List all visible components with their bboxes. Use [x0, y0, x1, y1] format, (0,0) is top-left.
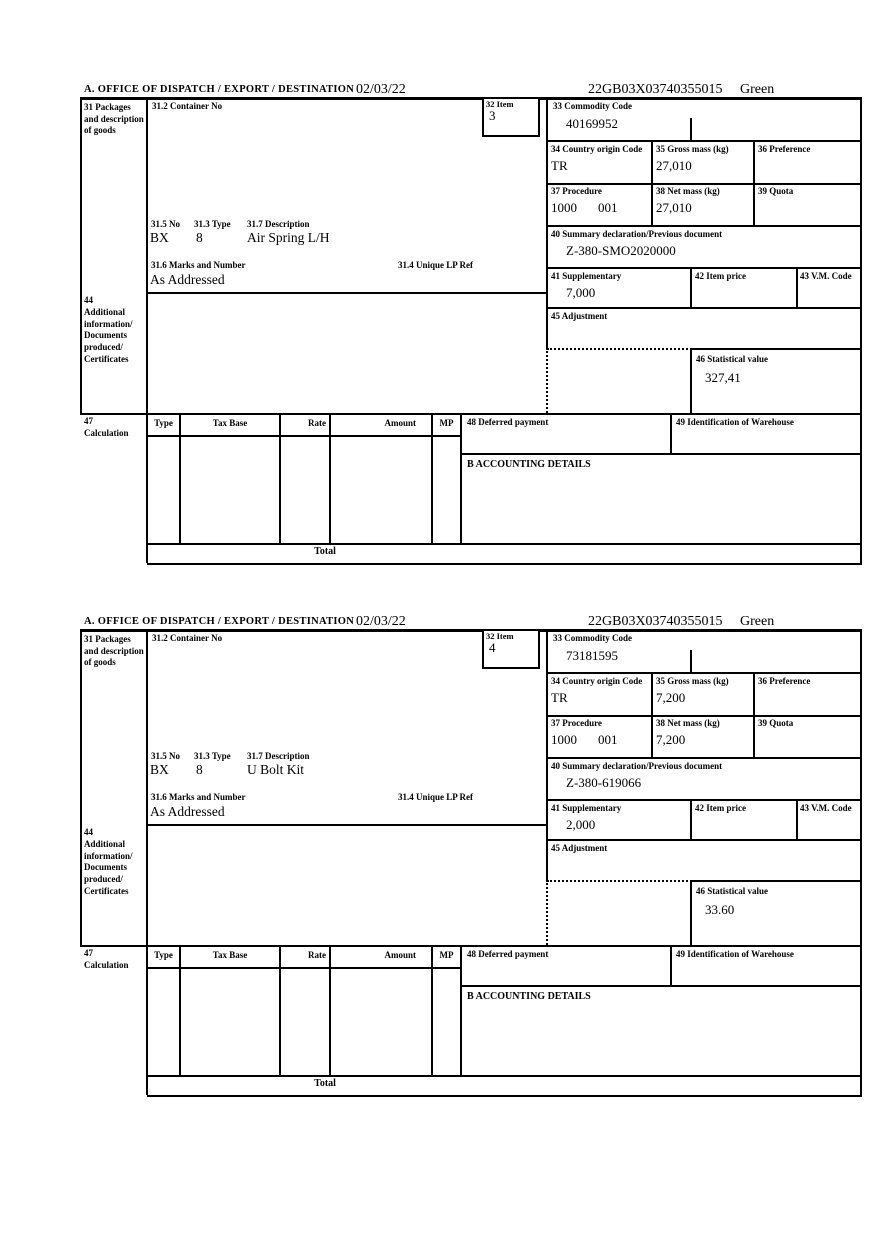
accounting-details-label: B ACCOUNTING DETAILS: [467, 991, 591, 1002]
deferred-payment-label: 48 Deferred payment: [467, 417, 549, 427]
commodity-code-subdivision-tick: [690, 650, 692, 672]
type-column-divider: [179, 413, 181, 543]
commodity-code-label: 33 Commodity Code: [553, 101, 632, 111]
amount-column-divider: [431, 945, 433, 1075]
total-label: Total: [314, 546, 336, 557]
accounting-top-border: [462, 985, 860, 987]
net-mass-value: 7,200: [656, 732, 686, 747]
column-header-tax-base: Tax Base: [212, 950, 248, 960]
marks-and-number-value: As Addressed: [150, 804, 225, 819]
item-price-label: 42 Item price: [695, 271, 746, 281]
supplementary-label: 41 Supplementary: [551, 803, 622, 813]
box48-49-divider: [670, 413, 672, 453]
commodity-code-label: 33 Commodity Code: [553, 633, 632, 643]
commodity-code-subdivision-tick: [690, 118, 692, 140]
box34-35-divider: [651, 140, 653, 225]
box34-35-divider: [651, 672, 653, 757]
form-left-border: [80, 97, 82, 413]
marks-and-number-value: As Addressed: [150, 272, 225, 287]
statistical-value: 327,41: [705, 370, 741, 385]
packages-no-label: 31.5 No: [151, 219, 180, 229]
amount-column-divider: [431, 413, 433, 543]
center-column-divider: [546, 629, 548, 880]
warehouse-id-label: 49 Identification of Warehouse: [676, 949, 794, 959]
taxbase-column-divider: [279, 945, 281, 1075]
box35-36-divider: [753, 140, 755, 225]
dotted-column-divider: [546, 880, 548, 945]
previous-document-label: 40 Summary declaration/Previous document: [551, 761, 723, 771]
declaration-item-section: [0, 82, 882, 582]
column-header-type: Type: [154, 950, 173, 960]
label-column-divider: [146, 629, 148, 1095]
packages-no-value: BX: [150, 230, 169, 245]
procedure-value: 1000: [551, 732, 577, 747]
type-column-divider: [179, 945, 181, 1075]
box37-row-bottom-border: [547, 757, 860, 759]
box46-left-border: [690, 348, 692, 413]
warehouse-id-label: 49 Identification of Warehouse: [676, 417, 794, 427]
label-column-divider: [146, 97, 148, 563]
packages-type-value: 8: [196, 230, 203, 245]
item-price-label: 42 Item price: [695, 803, 746, 813]
preference-label: 36 Preference: [758, 676, 811, 686]
box42-43-divider: [796, 267, 798, 307]
gross-mass-label: 35 Gross mass (kg): [656, 676, 729, 686]
total-row-top-border: [147, 1075, 862, 1077]
box47-label: Calculation: [84, 428, 129, 438]
box46-top-border: [691, 348, 860, 350]
form-right-border: [860, 629, 862, 1095]
container-box-bottom-border: [147, 824, 547, 826]
packages-type-label: 31.3 Type: [194, 751, 231, 761]
procedure-suffix-value: 001: [598, 732, 618, 747]
previous-document-value: Z-380-SMO2020000: [566, 243, 676, 258]
calculation-row-top-border: [80, 945, 862, 947]
total-row-bottom-border: [147, 563, 862, 565]
dotted-adjustment-border: [547, 880, 692, 882]
quota-label: 39 Quota: [758, 186, 794, 196]
box33-bottom-border: [547, 140, 860, 142]
total-row-top-border: [147, 543, 862, 545]
item-label: 32 Item: [486, 99, 514, 109]
form-top-border: [80, 629, 862, 632]
box42-43-divider: [796, 799, 798, 839]
calculation-header-bottom-border: [147, 435, 461, 437]
rate-column-divider: [329, 945, 331, 1075]
box44-number-label: 44: [84, 295, 93, 305]
total-label: Total: [314, 1078, 336, 1089]
calculation-header-bottom-border: [147, 967, 461, 969]
column-header-type: Type: [154, 418, 173, 428]
quota-label: 39 Quota: [758, 718, 794, 728]
previous-document-label: 40 Summary declaration/Previous document: [551, 229, 723, 239]
net-mass-label: 38 Net mass (kg): [656, 186, 720, 196]
adjustment-label: 45 Adjustment: [551, 311, 608, 321]
box33-bottom-border: [547, 672, 860, 674]
procedure-label: 37 Procedure: [551, 718, 602, 728]
procedure-label: 37 Procedure: [551, 186, 602, 196]
column-header-rate: Rate: [308, 950, 326, 960]
packages-type-label: 31.3 Type: [194, 219, 231, 229]
commodity-code-value: 73181595: [566, 648, 618, 663]
total-row-bottom-border: [147, 1095, 862, 1097]
commodity-code-value: 40169952: [566, 116, 618, 131]
mp-column-divider: [460, 945, 462, 1075]
declaration-date: 02/03/22: [356, 82, 406, 97]
taxbase-column-divider: [279, 413, 281, 543]
form-top-border: [80, 97, 862, 100]
column-header-mp: MP: [439, 950, 454, 960]
statistical-value-label: 46 Statistical value: [696, 886, 768, 896]
item-number-value: 3: [489, 108, 496, 123]
mp-column-divider: [460, 413, 462, 543]
box41-42-divider: [690, 267, 692, 307]
box44-number-label: 44: [84, 827, 93, 837]
adjustment-label: 45 Adjustment: [551, 843, 608, 853]
box47-label: Calculation: [84, 960, 129, 970]
box37-row-bottom-border: [547, 225, 860, 227]
procedure-suffix-value: 001: [598, 200, 618, 215]
container-no-label: 31.2 Container No: [152, 633, 223, 643]
box41-row-bottom-border: [547, 307, 860, 309]
column-header-tax-base: Tax Base: [212, 418, 248, 428]
box47-number-label: 47: [84, 416, 93, 426]
item-label: 32 Item: [486, 631, 514, 641]
packages-no-value: BX: [150, 762, 169, 777]
box46-top-border: [691, 880, 860, 882]
box44-label: Additional information/ Documents produced/ Certificates: [84, 307, 133, 364]
gross-mass-value: 7,200: [656, 690, 686, 705]
box31-label: 31 Packages and description of goods: [84, 102, 144, 136]
routing-status: Green: [740, 82, 775, 97]
dotted-column-divider: [546, 348, 548, 413]
column-header-mp: MP: [439, 418, 454, 428]
vm-code-label: 43 V.M. Code: [800, 271, 852, 281]
marks-and-number-label: 31.6 Marks and Number: [151, 260, 246, 270]
box48-49-divider: [670, 945, 672, 985]
country-origin-value: TR: [551, 158, 568, 173]
box40-bottom-border: [547, 267, 860, 269]
box47-number-label: 47: [84, 948, 93, 958]
country-origin-label: 34 Country origin Code: [551, 144, 643, 154]
box46-left-border: [690, 880, 692, 945]
gross-mass-label: 35 Gross mass (kg): [656, 144, 729, 154]
box44-label: Additional information/ Documents produced/ Certificates: [84, 839, 133, 896]
container-box-bottom-border: [147, 292, 547, 294]
box34-row-bottom-border: [547, 183, 860, 185]
procedure-value: 1000: [551, 200, 577, 215]
item-number-value: 4: [489, 640, 496, 655]
container-no-label: 31.2 Container No: [152, 101, 223, 111]
unique-lp-ref-label: 31.4 Unique LP Ref: [398, 792, 474, 802]
preference-label: 36 Preference: [758, 144, 811, 154]
rate-column-divider: [329, 413, 331, 543]
supplementary-value: 2,000: [566, 817, 596, 832]
routing-status: Green: [740, 614, 775, 629]
center-column-divider: [546, 97, 548, 348]
accounting-details-label: B ACCOUNTING DETAILS: [467, 459, 591, 470]
box40-bottom-border: [547, 799, 860, 801]
declaration-item-section: [0, 614, 882, 1114]
unique-lp-ref-label: 31.4 Unique LP Ref: [398, 260, 474, 270]
description-label: 31.7 Description: [247, 219, 310, 229]
box41-row-bottom-border: [547, 839, 860, 841]
movement-reference-number: 22GB03X03740355015: [588, 614, 723, 629]
column-header-amount: Amount: [384, 418, 416, 428]
country-origin-value: TR: [551, 690, 568, 705]
net-mass-value: 27,010: [656, 200, 692, 215]
previous-document-value: Z-380-619066: [566, 775, 642, 790]
packages-no-label: 31.5 No: [151, 751, 180, 761]
country-origin-label: 34 Country origin Code: [551, 676, 643, 686]
form-right-border: [860, 97, 862, 563]
office-of-dispatch-label: A. OFFICE OF DISPATCH / EXPORT / DESTINATION: [84, 84, 355, 95]
deferred-payment-label: 48 Deferred payment: [467, 949, 549, 959]
office-of-dispatch-label: A. OFFICE OF DISPATCH / EXPORT / DESTINATION: [84, 616, 355, 627]
statistical-value: 33.60: [705, 902, 735, 917]
accounting-top-border: [462, 453, 860, 455]
goods-description-value: Air Spring L/H: [247, 230, 330, 245]
declaration-date: 02/03/22: [356, 614, 406, 629]
box31-label: 31 Packages and description of goods: [84, 634, 144, 668]
goods-description-value: U Bolt Kit: [247, 762, 305, 777]
box35-36-divider: [753, 672, 755, 757]
dotted-adjustment-border: [547, 348, 692, 350]
packages-type-value: 8: [196, 762, 203, 777]
supplementary-value: 7,000: [566, 285, 596, 300]
vm-code-label: 43 V.M. Code: [800, 803, 852, 813]
box41-42-divider: [690, 799, 692, 839]
net-mass-label: 38 Net mass (kg): [656, 718, 720, 728]
movement-reference-number: 22GB03X03740355015: [588, 82, 723, 97]
box34-row-bottom-border: [547, 715, 860, 717]
column-header-rate: Rate: [308, 418, 326, 428]
marks-and-number-label: 31.6 Marks and Number: [151, 792, 246, 802]
calculation-row-top-border: [80, 413, 862, 415]
gross-mass-value: 27,010: [656, 158, 692, 173]
description-label: 31.7 Description: [247, 751, 310, 761]
supplementary-label: 41 Supplementary: [551, 271, 622, 281]
statistical-value-label: 46 Statistical value: [696, 354, 768, 364]
column-header-amount: Amount: [384, 950, 416, 960]
form-left-border: [80, 629, 82, 945]
